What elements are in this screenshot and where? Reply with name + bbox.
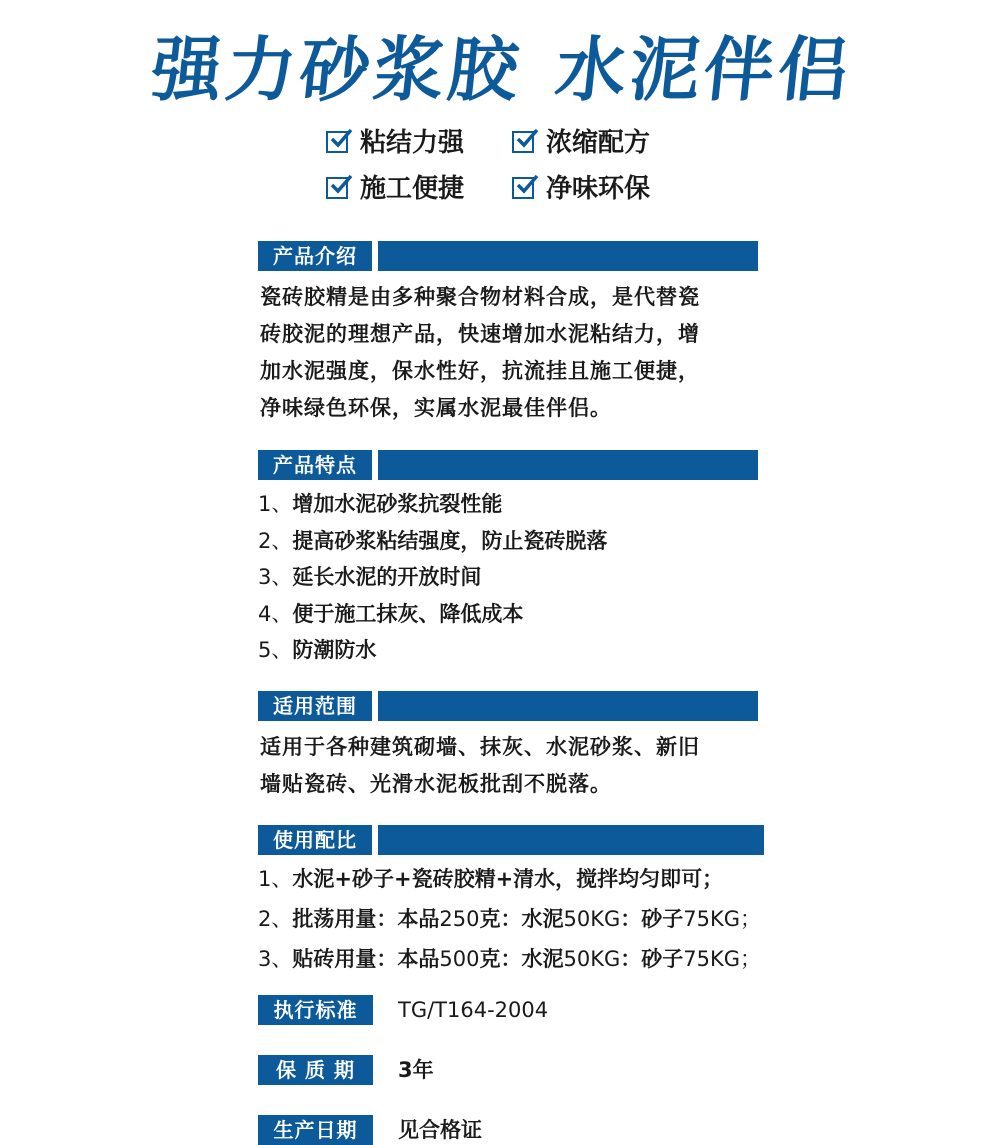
usage-line: 3、贴砖用量：本品500克：水泥50KG：砂子75KG；: [258, 947, 761, 971]
section-header-scope: [258, 691, 758, 721]
list-item: 1、增加水泥砂浆抗裂性能: [258, 492, 503, 516]
paragraph-line: 墙贴瓷砖、光滑水泥板批刮不脱落。: [260, 772, 612, 796]
intro-paragraph: [260, 279, 770, 427]
section-header-usage: [258, 825, 764, 855]
checklist-item: [512, 126, 650, 160]
checklist-label: 浓缩配方: [546, 128, 651, 158]
checklist-item: [512, 172, 650, 206]
paragraph-line: 砖胶泥的理想产品，快速增加水泥粘结力，增: [260, 322, 700, 346]
list-item: 2、提高砂浆粘结强度，防止瓷砖脱落: [258, 528, 608, 553]
title-part1: 强力砂浆胶: [147, 29, 527, 111]
checklist-item: [326, 172, 464, 206]
checklist-item: [326, 126, 464, 160]
usage-line: 1、水泥+砂子+瓷砖胶精+清水，搅拌均匀即可；: [258, 867, 724, 891]
section-divider-bar: [378, 241, 758, 271]
spec-value-standard: TG/T164-2004: [398, 998, 549, 1022]
page-title: [0, 30, 1004, 110]
section-divider-bar: [378, 450, 758, 480]
list-item: 4、便于施工抹灰、降低成本: [258, 601, 524, 626]
section-heading: 产品介绍: [258, 241, 372, 271]
list-item: 5、防潮防水: [258, 638, 377, 662]
checkbox-checked-icon: [512, 177, 534, 199]
list-item: 3、延长水泥的开放时间: [258, 565, 482, 589]
spec-value-shelf-life: 3年: [398, 1058, 434, 1082]
paragraph-line: 净味绿色环保，实属水泥最佳伴侣。: [260, 396, 612, 420]
scope-paragraph: [260, 729, 780, 803]
section-header-features: [258, 450, 758, 480]
features-list: [258, 486, 778, 669]
section-divider-bar: [378, 825, 764, 855]
checkbox-checked-icon: [512, 131, 534, 153]
paragraph-line: 加水泥强度，保水性好，抗流挂且施工便捷，: [260, 359, 700, 383]
section-header-intro: [258, 241, 758, 271]
checkbox-checked-icon: [326, 131, 348, 153]
usage-list: [258, 859, 833, 979]
paragraph-line: 瓷砖胶精是由多种聚合物材料合成，是代替瓷: [260, 285, 700, 309]
checklist-label: 净味环保: [546, 174, 651, 204]
spec-label-production-date: 生产日期: [258, 1115, 373, 1145]
spec-value-production-date: 见合格证: [398, 1118, 482, 1142]
spec-label-shelf-life: 保 质 期: [258, 1055, 373, 1085]
section-divider-bar: [378, 691, 758, 721]
section-heading: 适用范围: [258, 691, 372, 721]
section-heading: 产品特点: [258, 450, 372, 480]
title-part2: 水泥伴侣: [551, 29, 857, 111]
checkbox-checked-icon: [326, 177, 348, 199]
paragraph-line: 适用于各种建筑砌墙、抹灰、水泥砂浆、新旧: [260, 735, 700, 759]
section-heading: 使用配比: [258, 825, 372, 855]
spec-label-standard: 执行标准: [258, 995, 373, 1025]
checklist-label: 施工便捷: [360, 174, 465, 204]
usage-line: 2、批荡用量：本品250克：水泥50KG：砂子75KG；: [258, 907, 761, 931]
checklist-label: 粘结力强: [360, 128, 465, 158]
